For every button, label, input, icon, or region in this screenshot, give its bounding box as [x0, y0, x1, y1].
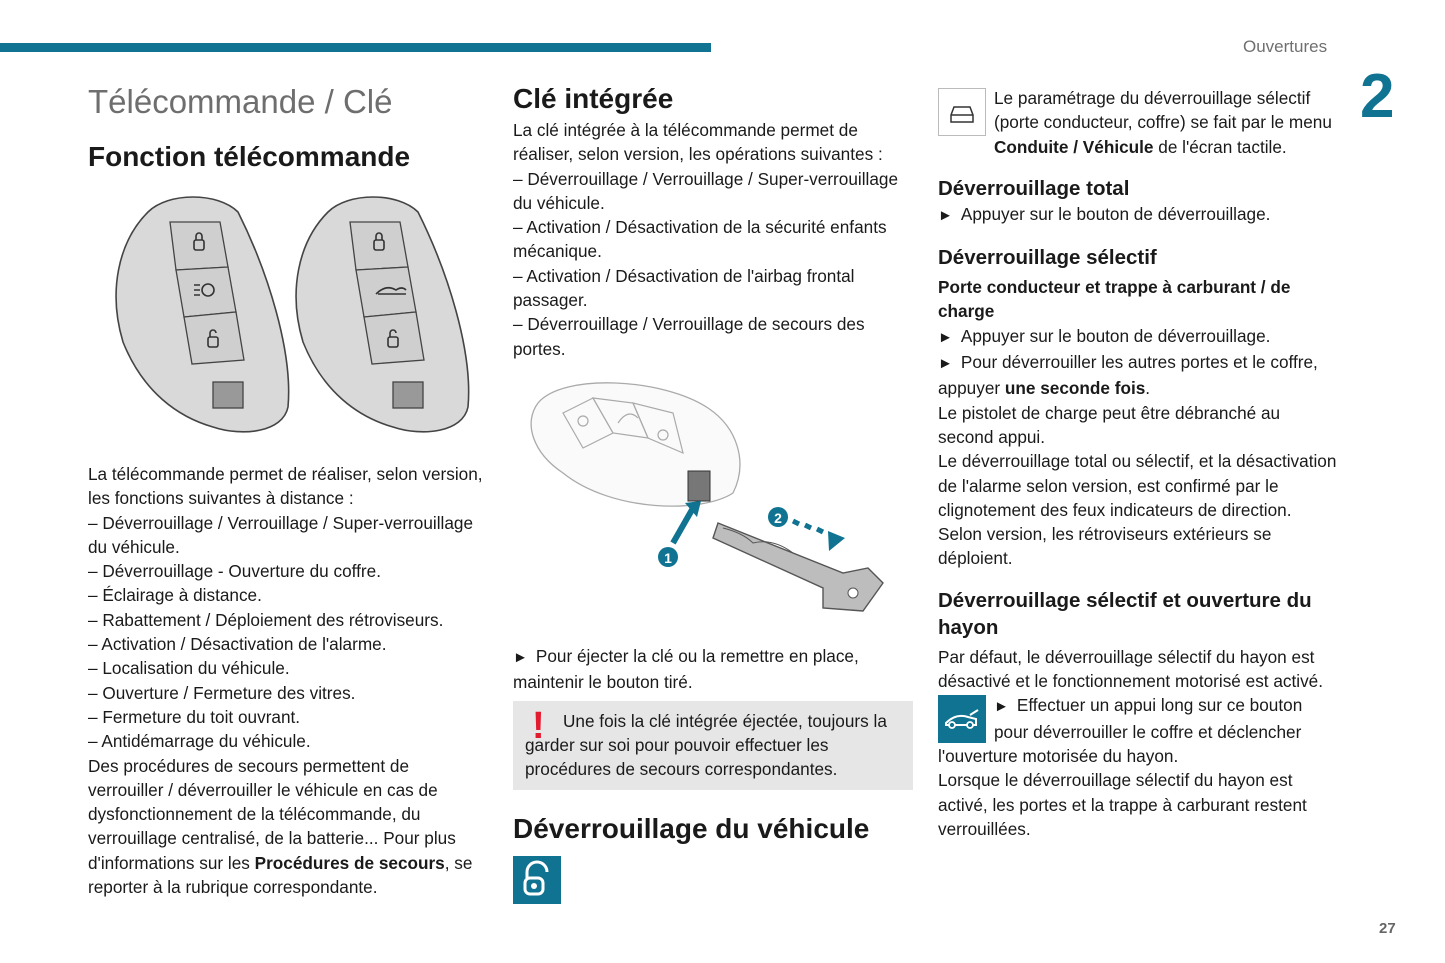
- integrated-key-intro: La clé intégrée à la télécommande permet de réaliser, selon version, les opérations suivantes :: [513, 120, 883, 165]
- page-title: Télécommande / Clé: [88, 83, 393, 120]
- svg-text:2: 2: [774, 509, 782, 526]
- integrated-key-item: – Activation / Désactivation de la sécurité enfants mécanique.: [513, 217, 887, 262]
- heading-vehicle-unlocking: Déverrouillage du véhicule: [513, 813, 870, 845]
- arrow-marker-icon: ►: [938, 355, 953, 373]
- mirrors-note: Selon version, les rétroviseurs extérieurs se déploient.: [938, 524, 1272, 569]
- selective-subheading: Porte conducteur et trappe à carburant / de charge: [938, 277, 1291, 322]
- key-eject-figure: [513, 361, 913, 644]
- integrated-key-item: – Déverrouillage / Verrouillage / Super-verrouillage du véhicule.: [513, 168, 899, 213]
- settings-note: Le paramétrage du déverrouillage sélectif (porte conducteur, coffre) se fait par le menu Conduite / Véhicule de l'écran tactile.: [938, 86, 1338, 159]
- confirmation-note: Le déverrouillage total ou sélectif, et la désactivation de l'alarme selon version, est confirmé par le clignotement des feux indicateurs de direction.: [938, 451, 1337, 520]
- remote-function-item: – Localisation du véhicule.: [88, 658, 290, 679]
- heading-selective-unlocking: Déverrouillage sélectif: [938, 246, 1157, 270]
- arrow-marker-icon: ►: [994, 698, 1009, 716]
- tailgate-step: ► Effectuer un appui long sur ce bouton pour déverrouiller le coffre et déclencher l'ouverture motorisée du hayon.: [938, 695, 1303, 766]
- tailgate-default-text: Par défaut, le déverrouillage sélectif du hayon est désactivé et le fonctionnement motorisé est activé.: [938, 646, 1324, 692]
- column-remote: [88, 80, 488, 899]
- remote-fobs-figure: [88, 176, 488, 462]
- integrated-key-item: – Déverrouillage / Verrouillage de secours des portes.: [513, 314, 865, 359]
- eject-instruction: ► Pour éjecter la clé ou la remettre en place, maintenir le bouton tiré.: [513, 645, 859, 693]
- heading-integrated-key: Clé intégrée: [513, 83, 674, 114]
- heading-tailgate-unlocking: Déverrouillage sélectif et ouverture du hayon: [938, 588, 1312, 639]
- total-unlocking-step: ► Appuyer sur le bouton de déverrouillage.: [938, 203, 1271, 224]
- column-integrated-key: [513, 80, 913, 904]
- remote-function-item: – Éclairage à distance.: [88, 585, 262, 606]
- key-eject-illustration: [523, 373, 903, 633]
- menu-path: Conduite / Véhicule: [994, 136, 1154, 157]
- page-number: 27: [1379, 920, 1396, 937]
- section-name: Ouvertures: [1243, 37, 1328, 56]
- charge-gun-note: Le pistolet de charge peut être débranché au second appui.: [938, 402, 1281, 447]
- warning-icon: !: [532, 704, 545, 747]
- arrow-marker-icon: ►: [938, 328, 953, 346]
- remote-function-item: – Activation / Désactivation de l'alarme.: [88, 634, 387, 655]
- column-unlocking: [938, 86, 1338, 841]
- remote-function-item: – Rabattement / Déploiement des rétroviseurs.: [88, 609, 444, 630]
- warning-text: Une fois la clé intégrée éjectée, toujours la garder sur soi pour pouvoir effectuer les procédures de secours correspondantes.: [525, 710, 887, 780]
- heading-remote-function: Fonction télécommande: [88, 141, 411, 172]
- header-accent-bar: [0, 43, 711, 52]
- remote-fob-illustration: [108, 192, 488, 452]
- car-settings-icon: [938, 88, 986, 136]
- heading-total-unlocking: Déverrouillage total: [938, 176, 1130, 200]
- svg-text:1: 1: [664, 549, 672, 566]
- remote-function-item: – Déverrouillage / Verrouillage / Super-verrouillage du véhicule.: [88, 512, 474, 557]
- arrow-marker-icon: ►: [513, 648, 528, 666]
- emergency-procedures-link: Procédures de secours: [254, 852, 445, 873]
- chapter-number: 2: [1360, 62, 1395, 131]
- warning-box: [513, 701, 913, 791]
- remote-function-item: – Antidémarrage du véhicule.: [88, 731, 311, 752]
- integrated-key-item: – Activation / Désactivation de l'airbag frontal passager.: [513, 265, 855, 311]
- remote-intro: La télécommande permet de réaliser, selon version, les fonctions suivantes à distance :: [88, 464, 483, 509]
- remote-function-item: – Ouverture / Fermeture des vitres.: [88, 682, 356, 703]
- selective-step-1: ► Appuyer sur le bouton de déverrouillage.: [938, 325, 1271, 346]
- unlock-icon: [513, 856, 561, 904]
- selective-step-2: ► Pour déverrouiller les autres portes et le coffre, appuyer une seconde fois.: [938, 352, 1318, 399]
- emergency-procedures-text: Des procédures de secours permettent de verrouiller / déverrouiller le véhicule en cas de dysfonctionnement de la télécommande, du verrouillage centralisé, de la batterie... Pour plus d'informations sur les Procédures de secours, se reporter à la rubrique correspondante.: [88, 755, 473, 898]
- remote-function-item: – Fermeture du toit ouvrant.: [88, 706, 301, 727]
- arrow-marker-icon: ►: [938, 206, 953, 224]
- car-tailgate-icon: [938, 695, 986, 743]
- remote-function-item: – Déverrouillage - Ouverture du coffre.: [88, 561, 381, 582]
- tailgate-final-note: Lorsque le déverrouillage sélectif du hayon est activé, les portes et la trappe à carburant restent verrouillées.: [938, 770, 1307, 839]
